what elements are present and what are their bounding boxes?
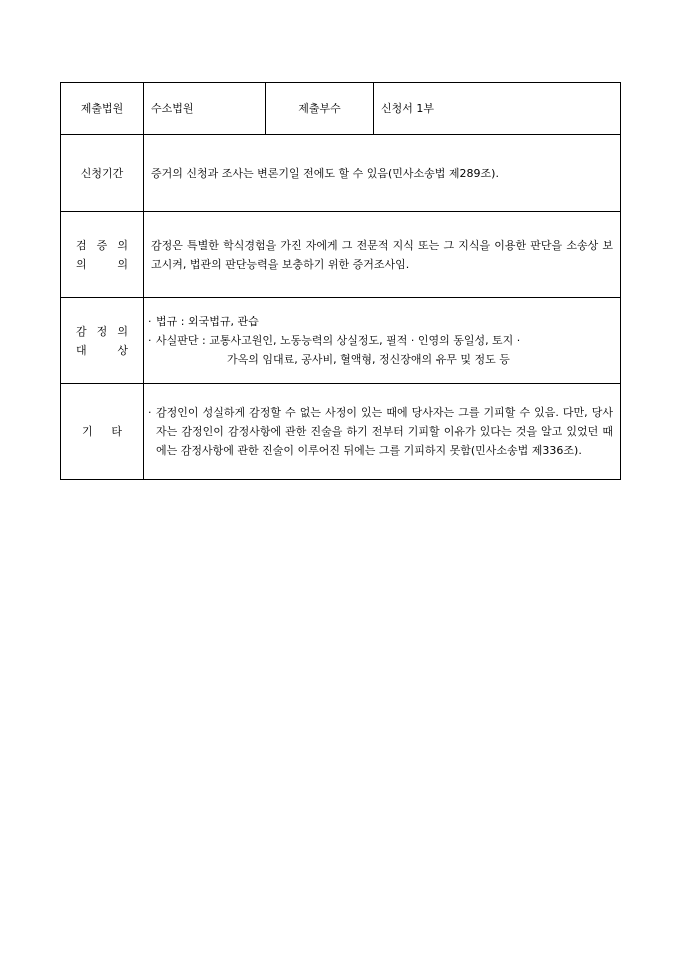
- other-label: [61, 384, 144, 480]
- info-table: [60, 82, 621, 480]
- other-item: [148, 403, 613, 460]
- row-meaning: [61, 212, 621, 298]
- other-item-text: 감정인이 성실하게 감정할 수 없는 사정이 있는 때에 당사자는 그를 기피할 수 있음. 다만, 당사자는 감정인이 감정사항에 관한 진술을 하기 전부터 기피할 이유가 있다는 것을 알고 있었던 때에는 감정사항에 관한 진술이 이루어진 뒤에는 그를 기피하지 못함(민사소송법 제336조).: [156, 406, 613, 457]
- submit-copies-label: 제출부수: [266, 83, 374, 135]
- meaning-label-line1: 검 증 의: [76, 238, 128, 252]
- bullet-mark: ·: [148, 315, 152, 328]
- subject-item-facts-text: 사실판단 : 교통사고원인, 노동능력의 상실정도, 필적 · 인영의 동일성, 토지 ·: [156, 334, 521, 347]
- other-label-text: 기 타: [82, 425, 122, 438]
- row-submit: [61, 83, 621, 135]
- subject-item-laws-text: 법규 : 외국법규, 관습: [156, 315, 259, 328]
- subject-label-line2: 대 상: [76, 343, 128, 357]
- submit-copies-value: 신청서 1부: [374, 83, 621, 135]
- bullet-mark: ·: [148, 406, 152, 419]
- other-value: [144, 384, 621, 480]
- row-subject: [61, 298, 621, 384]
- submit-court-value: 수소법원: [144, 83, 266, 135]
- application-period-label: 신청기간: [61, 135, 144, 212]
- row-other: [61, 384, 621, 480]
- subject-label-line1: 감 정 의: [76, 324, 128, 338]
- subject-value: [144, 298, 621, 384]
- meaning-value: 감정은 특별한 학식경험을 가진 자에게 그 전문적 지식 또는 그 지식을 이용한 판단을 소송상 보고시켜, 법관의 판단능력을 보충하기 위한 증거조사임.: [144, 212, 621, 298]
- meaning-label-line2: 의 의: [76, 257, 128, 271]
- submit-court-label: 제출법원: [61, 83, 144, 135]
- subject-label: [61, 298, 144, 384]
- application-period-value: 증거의 신청과 조사는 변론기일 전에도 할 수 있음(민사소송법 제289조).: [144, 135, 621, 212]
- subject-item-facts-continued: 가옥의 임대료, 공사비, 혈액형, 정신장애의 유무 및 정도 등: [227, 353, 510, 366]
- bullet-mark: ·: [148, 334, 152, 347]
- subject-item-laws: [148, 312, 613, 331]
- meaning-label: [61, 212, 144, 298]
- row-application-period: [61, 135, 621, 212]
- subject-item-facts: [148, 331, 613, 350]
